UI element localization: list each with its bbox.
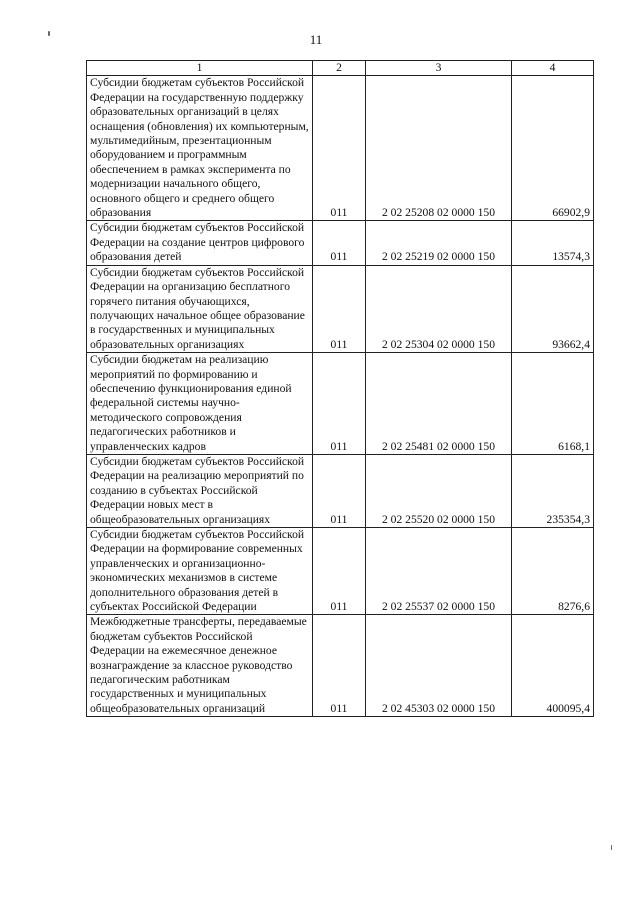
row-kbk: 2 02 25481 02 0000 150 [366,353,512,455]
table-header [87,61,594,76]
row-kbk: 2 02 45303 02 0000 150 [366,615,512,717]
header-col-3: 3 [366,61,512,76]
row-code: 011 [313,221,366,265]
row-amount: 6168,1 [512,353,594,455]
row-code: 011 [313,76,366,221]
table-row [87,615,594,717]
page-number: 11 [309,32,323,47]
header-col-2: 2 [313,61,366,76]
header-row [87,61,594,76]
row-name: Субсидии бюджетам на реализацию мероприятий по формированию и обеспечению функционирования единой федеральной системы научно-методического сопровождения педагогических работников и управленческих кадров [87,353,313,455]
row-kbk: 2 02 25537 02 0000 150 [366,528,512,615]
table-row [87,76,594,221]
row-amount: 400095,4 [512,615,594,717]
row-kbk: 2 02 25219 02 0000 150 [366,221,512,265]
budget-table [86,60,594,717]
row-code: 011 [313,454,366,527]
table-row [87,528,594,615]
row-amount: 93662,4 [512,265,594,352]
row-code: 011 [313,528,366,615]
row-name: Субсидии бюджетам субъектов Российской Федерации на формирование современных управленческих и организационно-экономических механизмов в системе дополнительного образования детей в субъектах Российской Федерации [87,528,313,615]
row-name: Субсидии бюджетам субъектов Российской Федерации на государственную поддержку образовательных организаций в целях оснащения (обновления) их компьютерным, мультимедийным, презентационным оборудованием и программным обеспечением в рамках эксперимента по модернизации начального общего, основного общего и среднего общего образования [87,76,313,221]
table-row [87,353,594,455]
row-amount: 66902,9 [512,76,594,221]
table-body [87,76,594,717]
row-name: Субсидии бюджетам субъектов Российской Федерации на организацию бесплатного горячего питания обучающихся, получающих начальное общее образование в государственных и муниципальных образовательных организациях [87,265,313,352]
header-col-1: 1 [87,61,313,76]
row-kbk: 2 02 25520 02 0000 150 [366,454,512,527]
row-name: Межбюджетные трансферты, передаваемые бюджетам субъектов Российской Федерации на ежемесячное денежное вознаграждение за классное руководство педагогическим работникам государственных и муниципальных общеобразовательных организаций [87,615,313,717]
header-col-4: 4 [512,61,594,76]
row-name: Субсидии бюджетам субъектов Российской Федерации на реализацию мероприятий по созданию в субъектах Российской Федерации новых мест в общеобразовательных организациях [87,454,313,527]
row-kbk: 2 02 25208 02 0000 150 [366,76,512,221]
row-name: Субсидии бюджетам субъектов Российской Федерации на создание центров цифрового образования детей [87,221,313,265]
row-code: 011 [313,353,366,455]
scan-speck [48,31,50,36]
row-kbk: 2 02 25304 02 0000 150 [366,265,512,352]
row-amount: 235354,3 [512,454,594,527]
table-row [87,221,594,265]
row-amount: 13574,3 [512,221,594,265]
row-code: 011 [313,615,366,717]
scan-speck [611,845,612,850]
row-amount: 8276,6 [512,528,594,615]
table-row [87,265,594,352]
row-code: 011 [313,265,366,352]
table-row [87,454,594,527]
